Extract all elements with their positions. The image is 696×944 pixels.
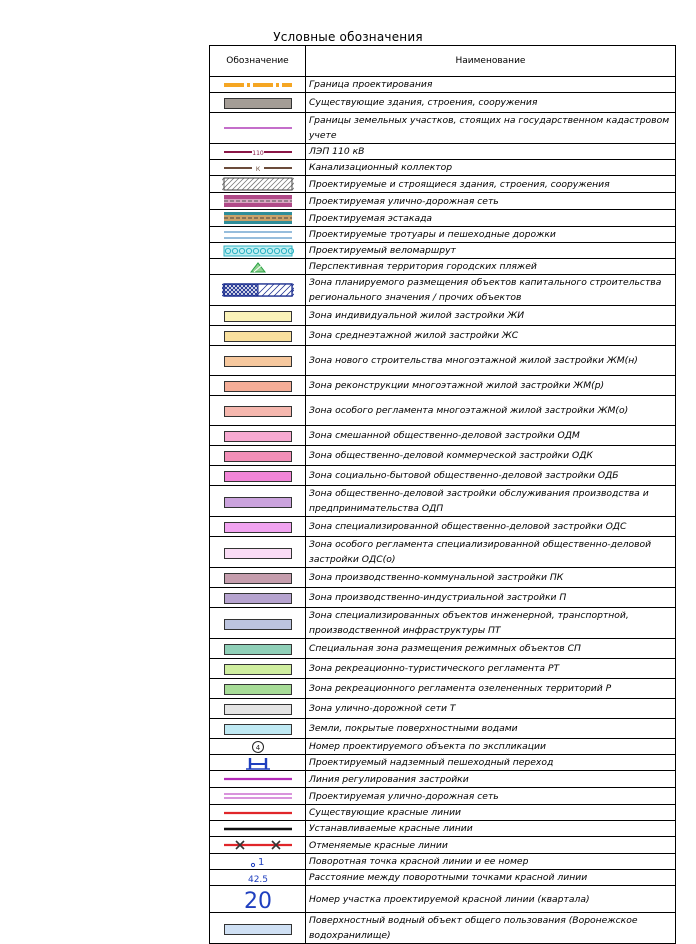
bike-route-icon (210, 243, 306, 259)
legend-label: Зона социально-бытовой общественно-деловой застройки ОДБ (306, 466, 676, 486)
legend-label: Проектируемые тротуары и пешеходные дорожки (306, 227, 676, 243)
planned-road-network-icon (210, 193, 306, 210)
legend-label: Зона индивидуальной жилой застройки ЖИ (306, 306, 676, 326)
legend-label: Зона производственно-индустриальной застройки П (306, 588, 676, 608)
legend-label: Перспективная территория городских пляжей (306, 259, 676, 275)
legend-label: Зона нового строительства многоэтажной жилой застройки ЖМ(н) (306, 346, 676, 376)
legend-label: Зона особого регламента многоэтажной жилой застройки ЖМ(о) (306, 396, 676, 426)
legend-row (210, 466, 676, 486)
legend-row (210, 679, 676, 699)
legend-row (210, 113, 676, 144)
zone-odp-swatch (210, 486, 306, 517)
legend-row (210, 243, 676, 259)
sewer-collector-icon (210, 160, 306, 176)
zone-r-swatch (210, 679, 306, 699)
legend-label: Зона улично-дорожной сети Т (306, 699, 676, 719)
turning-point-icon (210, 854, 306, 870)
legend-label: Зона производственно-коммунальной застройки ПК (306, 568, 676, 588)
legend-row (210, 306, 676, 326)
legend-label: Проектируемая улично-дорожная сеть (306, 193, 676, 210)
legend-row (210, 659, 676, 679)
legend-label: Зона особого регламента специализированной общественно-деловой застройки ОДС(о) (306, 537, 676, 568)
block-number-icon (210, 886, 306, 913)
legend-row (210, 326, 676, 346)
header-row (210, 46, 676, 77)
legend-label: Граница проектирования (306, 77, 676, 93)
svg-text:4: 4 (255, 743, 260, 752)
legend-label: Существующие здания, строения, сооружения (306, 93, 676, 113)
zone-sp-swatch (210, 639, 306, 659)
legend-label: Номер участка проектируемой красной линии (квартала) (306, 886, 676, 913)
legend-label: Расстояние между поворотными точками красной линии (306, 870, 676, 886)
legend-label: Канализационный коллектор (306, 160, 676, 176)
zone-rt-swatch (210, 659, 306, 679)
legend-label: Проектируемые и строящиеся здания, строения, сооружения (306, 176, 676, 193)
legend-label: Зона специализированных объектов инженерной, транспортной, производственной инфраструктуры ПТ (306, 608, 676, 639)
legend-label: Зона специализированной общественно-деловой застройки ОДС (306, 517, 676, 537)
capital-construction-icon (210, 275, 306, 306)
legend-row (210, 837, 676, 854)
legend-row (210, 771, 676, 788)
legend-row (210, 639, 676, 659)
legend-row (210, 376, 676, 396)
legend-row (210, 144, 676, 160)
legend-label: Устанавливаемые красные линии (306, 821, 676, 837)
legend-row (210, 739, 676, 755)
legend-row (210, 870, 676, 886)
legend-label: Зона рекреационного регламента озелененных территорий Р (306, 679, 676, 699)
established-red-line-icon (210, 821, 306, 837)
legend-label: Проектируемая улично-дорожная сеть (306, 788, 676, 805)
legend-row (210, 210, 676, 227)
zone-odb-swatch (210, 466, 306, 486)
planned-overpass-icon (210, 210, 306, 227)
legend-row (210, 821, 676, 837)
pedestrian-overpass-icon (210, 755, 306, 771)
legend-row (210, 426, 676, 446)
zone-t-swatch (210, 699, 306, 719)
cadastral-boundary-icon (210, 113, 306, 144)
legend-label: Специальная зона размещения режимных объектов СП (306, 639, 676, 659)
zone-odso-swatch (210, 537, 306, 568)
legend-label: Отменяемые красные линии (306, 837, 676, 854)
svg-text:42.5: 42.5 (247, 874, 268, 885)
existing-red-line-icon (210, 805, 306, 821)
legend-label: Поверхностный водный объект общего пользования (Воронежское водохранилище) (306, 913, 676, 944)
legend-label: ЛЭП 110 кВ (306, 144, 676, 160)
zone-zhmo-swatch (210, 396, 306, 426)
legend-row (210, 805, 676, 821)
distance-icon (210, 870, 306, 886)
legend-label: Линия регулирования застройки (306, 771, 676, 788)
legend-row (210, 176, 676, 193)
legend-row (210, 517, 676, 537)
water-lands-swatch (210, 719, 306, 739)
beach-icon (210, 259, 306, 275)
zone-pk-swatch (210, 568, 306, 588)
zone-zhs-swatch (210, 326, 306, 346)
legend-row (210, 275, 676, 306)
header-name: Наименование (306, 46, 676, 77)
zone-zhmn-swatch (210, 346, 306, 376)
legend-label: Зона смешанной общественно-деловой застройки ОДМ (306, 426, 676, 446)
zone-odk-swatch (210, 446, 306, 466)
svg-text:110: 110 (251, 149, 264, 157)
zone-zhi-swatch (210, 306, 306, 326)
legend-label: Границы земельных участков, стоящих на государственном кадастровом учете (306, 113, 676, 144)
legend-label: Зона среднеэтажной жилой застройки ЖС (306, 326, 676, 346)
legend-label: Проектируемый веломаршрут (306, 243, 676, 259)
cancelled-red-line-icon (210, 837, 306, 854)
project-boundary-icon (210, 77, 306, 93)
zone-ods-swatch (210, 517, 306, 537)
legend-label: Поворотная точка красной линии и ее номер (306, 854, 676, 870)
legend-row (210, 77, 676, 93)
legend-row (210, 568, 676, 588)
legend-table (209, 45, 676, 944)
zone-odm-swatch (210, 426, 306, 446)
legend-row (210, 227, 676, 243)
header-symbol: Обозначение (210, 46, 306, 77)
svg-text:К: К (255, 165, 260, 173)
legend-row (210, 608, 676, 639)
legend-row (210, 259, 676, 275)
legend-row (210, 913, 676, 944)
legend-row (210, 446, 676, 466)
legend-label: Зона планируемого размещения объектов капитального строительства регионального значения / прочих объектов (306, 275, 676, 306)
legend-row (210, 719, 676, 739)
legend-row (210, 193, 676, 210)
legend-row (210, 886, 676, 913)
hatched-buildings-icon (210, 176, 306, 193)
legend-row (210, 854, 676, 870)
existing-buildings-swatch (210, 93, 306, 113)
legend-row (210, 93, 676, 113)
legend-row (210, 755, 676, 771)
legend-row (210, 537, 676, 568)
legend-label: Зона рекреационно-туристического регламента РТ (306, 659, 676, 679)
zone-zhmr-swatch (210, 376, 306, 396)
legend-label: Проектируемая эстакада (306, 210, 676, 227)
road-network-line-icon (210, 788, 306, 805)
legend-row (210, 788, 676, 805)
legend-row (210, 699, 676, 719)
legend-label: Зона реконструкции многоэтажной жилой застройки ЖМ(р) (306, 376, 676, 396)
legend-label: Зона общественно-деловой коммерческой застройки ОДК (306, 446, 676, 466)
legend-label: Проектируемый надземный пешеходный переход (306, 755, 676, 771)
legend-row (210, 346, 676, 376)
power-line-icon (210, 144, 306, 160)
legend-label: Номер проектируемого объекта по экспликации (306, 739, 676, 755)
zone-pt-swatch (210, 608, 306, 639)
legend-label: Земли, покрытые поверхностными водами (306, 719, 676, 739)
sidewalks-icon (210, 227, 306, 243)
legend-label: Существующие красные линии (306, 805, 676, 821)
object-number-icon (210, 739, 306, 755)
building-line-icon (210, 771, 306, 788)
legend-row (210, 588, 676, 608)
legend-row (210, 160, 676, 176)
legend-label: Зона общественно-деловой застройки обслуживания производства и предпринимательства ОДП (306, 486, 676, 517)
reservoir-swatch (210, 913, 306, 944)
legend-row (210, 396, 676, 426)
svg-text:1: 1 (257, 856, 264, 868)
legend-title: Условные обозначения (273, 30, 423, 44)
legend-row (210, 486, 676, 517)
svg-text:20: 20 (243, 889, 272, 911)
zone-p-swatch (210, 588, 306, 608)
